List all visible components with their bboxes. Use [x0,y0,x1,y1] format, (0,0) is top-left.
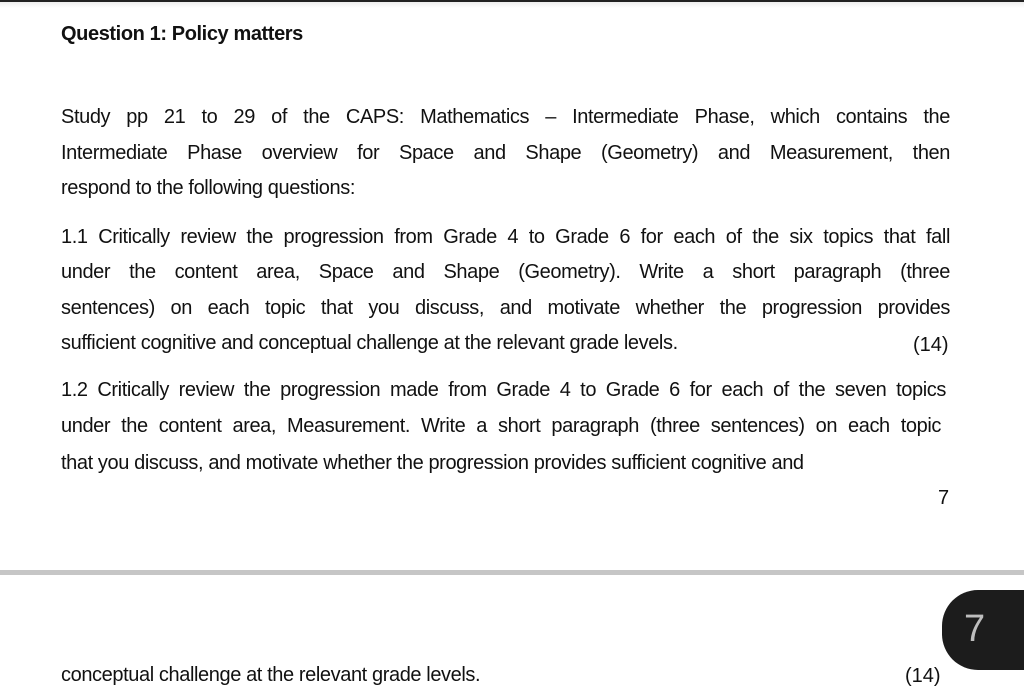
q12-line: that you discuss, and motivate whether the progression provides sufficient cognitive and [61,452,804,474]
page-separator [0,570,1024,575]
q11-line: under the content area, Space and Shape (Geometry). Write a short paragraph (three [61,261,950,283]
page-badge-number: 7 [964,608,986,650]
top-shadow [0,2,1024,8]
q12-line: 1.2 Critically review the progression made from Grade 4 to Grade 6 for each of the seven topics [61,379,946,401]
page-badge[interactable] [942,590,1024,670]
question-title: Question 1: Policy matters [61,23,303,45]
intro-line: Intermediate Phase overview for Space and Shape (Geometry) and Measurement, then [61,142,950,164]
page-number: 7 [938,487,950,509]
q11-line: sufficient cognitive and conceptual challenge at the relevant grade levels. [61,332,678,354]
q12-marks: (14) [905,665,941,687]
q11-line: 1.1 Critically review the progression from Grade 4 to Grade 6 for each of the six topics that fall [61,226,950,248]
intro-line: Study pp 21 to 29 of the CAPS: Mathematics – Intermediate Phase, which contains the [61,106,950,128]
intro-line: respond to the following questions: [61,177,355,199]
q11-line: sentences) on each topic that you discuss, and motivate whether the progression provides [61,297,950,319]
q12-line: under the content area, Measurement. Write a short paragraph (three sentences) on each topic [61,415,941,437]
q12-continued: conceptual challenge at the relevant grade levels. [61,664,481,686]
q11-marks: (14) [913,334,949,356]
